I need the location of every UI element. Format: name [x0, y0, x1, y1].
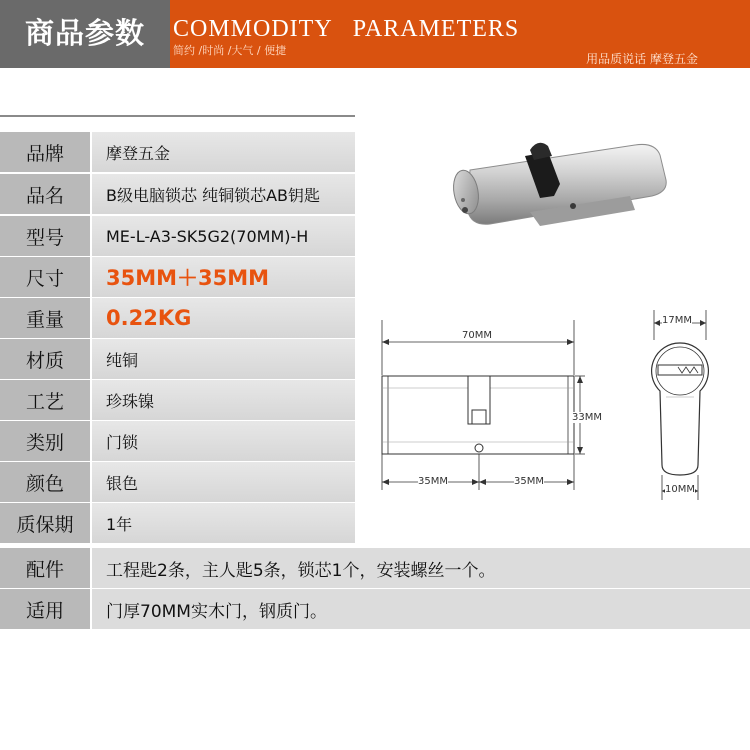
param-key: 重量 [0, 298, 90, 338]
param-value: 门锁 [92, 421, 355, 461]
param-value: 门厚70MM实木门，钢质门。 [92, 589, 750, 629]
param-value: 工程匙2条，主人匙5条，锁芯1个，安装螺丝一个。 [92, 548, 750, 588]
section-subtitle: 简约 /时尚 /大气 / 便捷 [173, 44, 287, 57]
param-value: 珍珠镍 [92, 380, 355, 420]
param-row-warranty [0, 503, 750, 543]
param-key: 工艺 [0, 380, 90, 420]
param-value: ME-L-A3-SK5G2(70MM)-H [92, 216, 355, 256]
param-value-highlight: 35MM＋35MM [92, 257, 355, 297]
param-key: 适用 [0, 589, 90, 629]
param-key: 质保期 [0, 503, 90, 543]
param-row-application [0, 589, 750, 629]
dim-left-half: 35MM [418, 476, 448, 487]
param-key: 尺寸 [0, 257, 90, 297]
param-row-size [0, 257, 750, 297]
dim-right-half: 35MM [514, 476, 544, 487]
param-key: 类别 [0, 421, 90, 461]
dim-side-bottom: 10MM [665, 484, 695, 495]
param-key: 颜色 [0, 462, 90, 502]
table-top-rule [0, 115, 355, 117]
param-key: 品名 [0, 174, 90, 214]
param-key: 配件 [0, 548, 90, 588]
param-value-highlight: 0.22KG [92, 298, 355, 338]
param-value: 1年 [92, 503, 355, 543]
param-value: B级电脑锁芯 纯铜锁芯AB钥匙 [92, 174, 355, 214]
param-key: 材质 [0, 339, 90, 379]
dim-total-width: 70MM [462, 330, 492, 341]
param-value: 纯铜 [92, 339, 355, 379]
param-key: 品牌 [0, 132, 90, 172]
dim-side-width: 17MM [662, 315, 692, 326]
brand-slogan: 用品质说话 摩登五金 [586, 52, 698, 66]
param-value: 摩登五金 [92, 132, 355, 172]
param-value: 银色 [92, 462, 355, 502]
side-view-drawing [640, 305, 720, 505]
section-title-cn: 商品参数 [0, 0, 170, 68]
section-title-en: COMMODITY PARAMETERS [173, 16, 520, 42]
lock-cylinder-image [430, 120, 690, 250]
dim-height: 33MM [572, 412, 602, 423]
param-key: 型号 [0, 216, 90, 256]
header-banner [0, 0, 750, 68]
param-row-accessories [0, 548, 750, 588]
